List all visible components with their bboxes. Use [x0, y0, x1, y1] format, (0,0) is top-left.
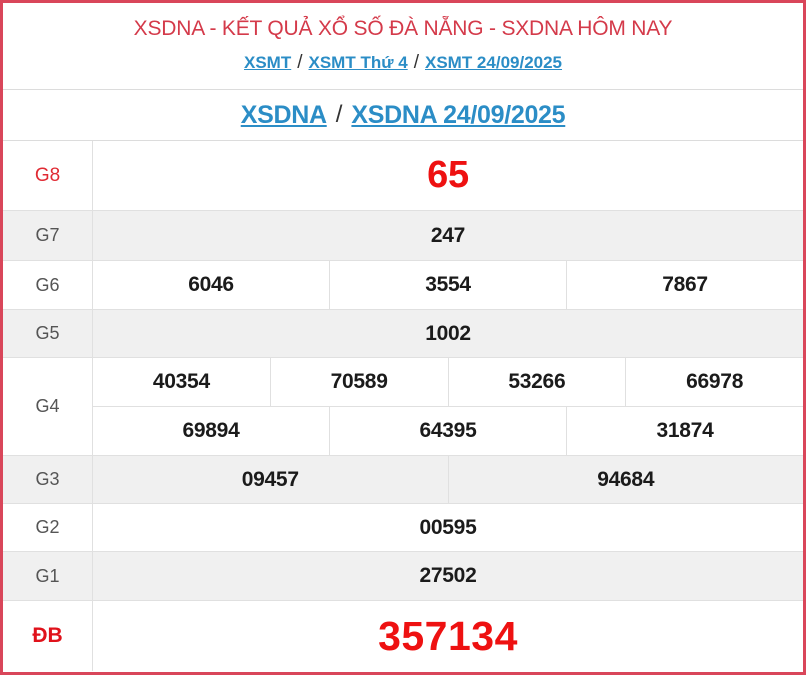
prize-label-db: ĐB: [3, 601, 93, 671]
prize-row-g1: [3, 552, 803, 601]
prize-row-g7: [3, 211, 803, 261]
prize-row-g2: [3, 504, 803, 552]
prize-row-g4: [3, 358, 803, 456]
prize-number-g4-3: 53266: [449, 358, 627, 406]
prize-label-g1: G1: [3, 552, 93, 600]
prize-number-g7: 247: [430, 223, 466, 247]
lottery-results-table: [3, 141, 803, 671]
prize-label-g5: G5: [3, 310, 93, 357]
prize-number-g4-1: 40354: [93, 358, 271, 406]
subnav-separator: /: [335, 101, 343, 128]
prize-label-g4: G4: [3, 358, 93, 455]
prize-row-db: [3, 601, 803, 671]
prize-number-g6-1: 6046: [93, 261, 330, 309]
breadcrumb-link-xsmt-thu-4[interactable]: XSMT Thứ 4: [308, 53, 408, 72]
breadcrumb-link-xsmt-date[interactable]: XSMT 24/09/2025: [424, 53, 563, 72]
prize-row-g5: [3, 310, 803, 358]
prize-number-g6-2: 3554: [330, 261, 567, 309]
subnav-link-xsdna-date[interactable]: XSDNA 24/09/2025: [351, 100, 566, 129]
prize-number-g2: 00595: [419, 515, 477, 539]
prize-row-g8: [3, 141, 803, 211]
prize-row-g3: [3, 456, 803, 504]
page-title: XSDNA - KẾT QUẢ XỔ SỐ ĐÀ NẴNG - SXDNA HÔM NAY: [133, 17, 673, 40]
prize-label-g2: G2: [3, 504, 93, 551]
page-header: [3, 3, 803, 90]
prize-row-g6: [3, 261, 803, 310]
breadcrumb: [3, 51, 803, 75]
subnav-link-xsdna[interactable]: XSDNA: [240, 100, 327, 129]
prize-number-g8: 65: [427, 154, 469, 196]
sub-navigation: [3, 90, 803, 141]
prize-number-g4-4: 66978: [686, 370, 744, 393]
prize-number-g5: 1002: [425, 321, 471, 345]
prize-number-g3-1: 09457: [93, 456, 449, 503]
prize-label-g6: G6: [3, 261, 93, 309]
prize-number-g1: 27502: [419, 564, 477, 587]
prize-label-g7: G7: [3, 211, 93, 260]
breadcrumb-separator: /: [297, 52, 303, 73]
prize-number-g3-2: 94684: [597, 467, 655, 491]
prize-number-db: 357134: [378, 612, 518, 659]
prize-number-g4-2: 70589: [271, 358, 449, 406]
prize-number-g4-5: 69894: [93, 407, 330, 455]
prize-label-g3: G3: [3, 456, 93, 503]
prize-label-g8: G8: [3, 141, 93, 210]
breadcrumb-separator: /: [413, 52, 419, 73]
prize-number-g4-6: 64395: [330, 407, 567, 455]
breadcrumb-link-xsmt[interactable]: XSMT: [243, 53, 292, 72]
prize-number-g6-3: 7867: [662, 273, 708, 296]
prize-number-g4-7: 31874: [656, 419, 714, 442]
